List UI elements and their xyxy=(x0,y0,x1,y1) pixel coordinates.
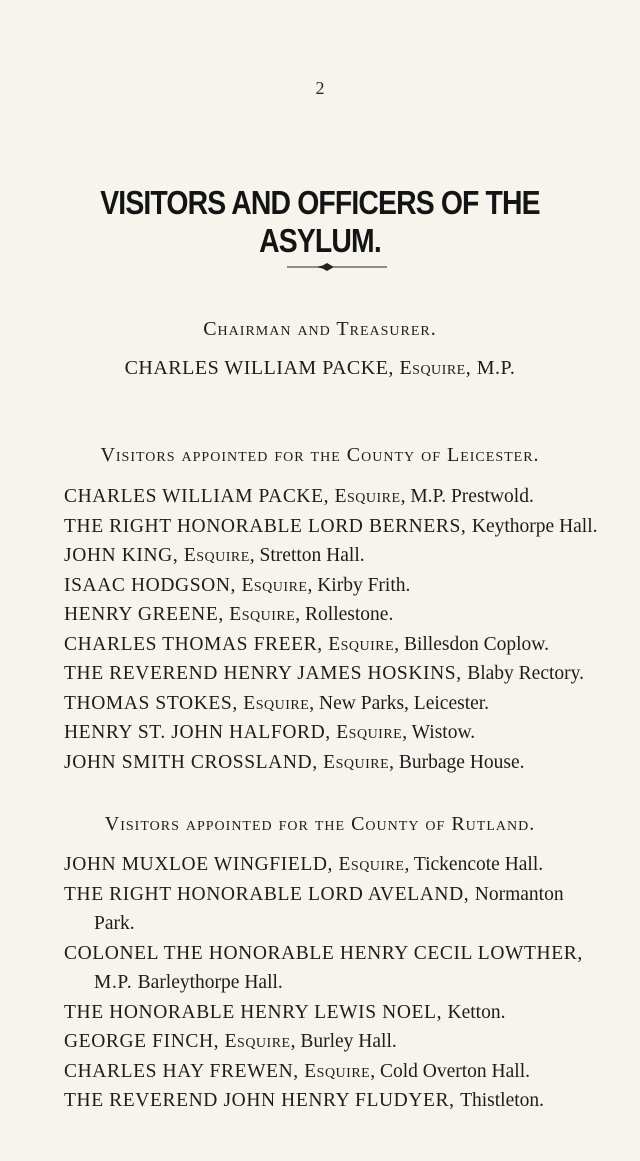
chairman-name-text: CHARLES WILLIAM PACKE, xyxy=(124,357,400,379)
list-item: CHARLES WILLIAM PACKE, Esquire, M.P. Prestwold. xyxy=(64,486,534,507)
list-item: CHARLES HAY FREWEN, Esquire, Cold Overton Hall. xyxy=(64,1060,531,1082)
rutland-visitors-list xyxy=(64,850,634,1116)
ornamental-divider xyxy=(287,262,387,272)
list-item: M.P. Barleythorpe Hall. xyxy=(94,972,283,993)
list-item: HENRY ST. JOHN HALFORD, Esquire, Wistow. xyxy=(64,722,476,743)
leicester-visitors-list xyxy=(64,482,634,777)
list-item: ISAAC HODGSON, Esquire, Kirby Frith. xyxy=(64,574,411,596)
list-item: JOHN MUXLOE WINGFIELD, Esquire, Tickencote Hall. xyxy=(64,854,544,875)
list-item: THOMAS STOKES, Esquire, New Parks, Leicester. xyxy=(64,692,490,714)
list-item: THE REVEREND HENRY JAMES HOSKINS, Blaby Rectory. xyxy=(64,663,584,684)
chairman-title: Esquire xyxy=(399,357,466,379)
list-item: COLONEL THE HONORABLE HENRY CECIL LOWTHER, xyxy=(64,942,583,964)
rutland-heading: Visitors appointed for the County of Rutland. xyxy=(104,813,536,835)
list-item: JOHN KING, Esquire, Stretton Hall. xyxy=(64,545,365,566)
chairman-name xyxy=(0,357,640,380)
leicester-heading: Visitors appointed for the County of Leicester. xyxy=(100,444,540,466)
page-title: VISITORS AND OFFICERS OF THE ASYLUM. xyxy=(100,184,540,259)
list-item: GEORGE FINCH, Esquire, Burley Hall. xyxy=(64,1031,397,1052)
chairman-suffix: , M.P. xyxy=(465,357,516,379)
page-number: 2 xyxy=(315,78,325,98)
list-item: THE RIGHT HONORABLE LORD AVELAND, Normanton xyxy=(64,883,564,905)
list-item: THE HONORABLE HENRY LEWIS NOEL, Ketton. xyxy=(64,1001,506,1023)
chairman-heading: Chairman and Treasurer. xyxy=(203,318,437,340)
list-item: JOHN SMITH CROSSLAND, Esquire, Burbage House. xyxy=(64,751,525,773)
list-item: THE RIGHT HONORABLE LORD BERNERS, Keythorpe Hall. xyxy=(64,515,598,537)
list-item: CHARLES THOMAS FREER, Esquire, Billesdon Coplow. xyxy=(64,633,549,655)
list-item: Park. xyxy=(94,913,135,934)
list-item: THE REVEREND JOHN HENRY FLUDYER, Thistleton. xyxy=(64,1090,545,1111)
list-item: HENRY GREENE, Esquire, Rollestone. xyxy=(64,604,394,625)
